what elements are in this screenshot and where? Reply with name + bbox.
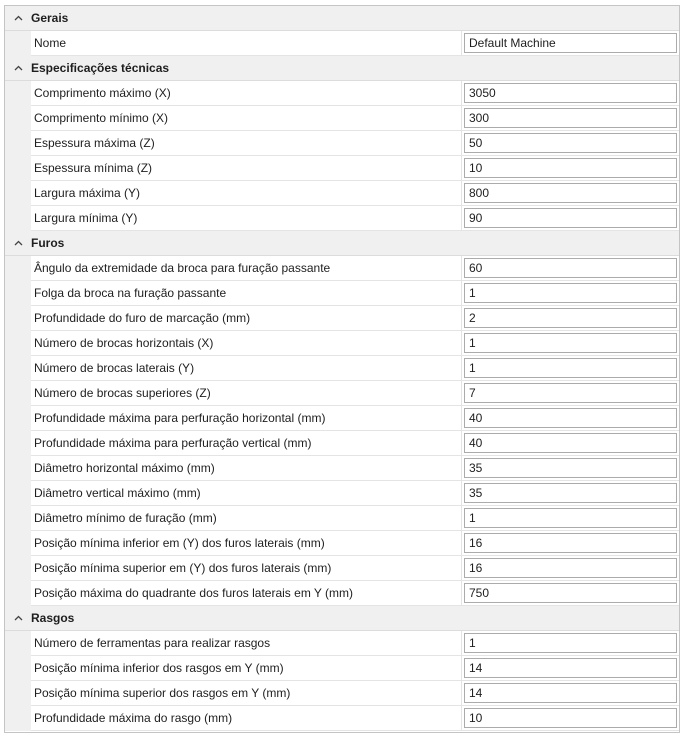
row-gutter [5,631,31,656]
property-value-cell [462,106,679,131]
property-value-cell [462,681,679,706]
category-header-furos[interactable] [5,231,679,256]
property-row [5,181,679,206]
property-value-input[interactable] [464,583,677,603]
property-row [5,106,679,131]
row-gutter [5,131,31,156]
property-value-input[interactable] [464,633,677,653]
row-gutter [5,306,31,331]
row-gutter [5,506,31,531]
property-value-input[interactable] [464,533,677,553]
property-name: Número de brocas superiores (Z) [31,381,462,406]
property-value-input[interactable] [464,408,677,428]
property-name: Profundidade máxima para perfuração horizontal (mm) [31,406,462,431]
property-name: Número de brocas horizontais (X) [31,331,462,356]
property-value-input[interactable] [464,708,677,728]
property-value-input[interactable] [464,208,677,228]
property-name: Posição mínima superior dos rasgos em Y (mm) [31,681,462,706]
property-row [5,656,679,681]
category-header-especificacoes-tecnicas[interactable] [5,56,679,81]
property-row [5,681,679,706]
property-row [5,581,679,606]
property-name: Diâmetro horizontal máximo (mm) [31,456,462,481]
property-name: Diâmetro mínimo de furação (mm) [31,506,462,531]
property-row [5,331,679,356]
category-label: Gerais [31,11,69,25]
property-value-input[interactable] [464,658,677,678]
property-value-cell [462,481,679,506]
property-value-cell [462,706,679,731]
property-value-cell [462,431,679,456]
property-value-input[interactable] [464,283,677,303]
property-value-cell [462,656,679,681]
chevron-up-icon[interactable] [5,15,31,21]
property-row [5,556,679,581]
row-gutter [5,406,31,431]
property-value-input[interactable] [464,683,677,703]
property-name: Ângulo da extremidade da broca para furação passante [31,256,462,281]
property-value-input[interactable] [464,458,677,478]
property-value-cell [462,256,679,281]
property-row [5,306,679,331]
property-row [5,631,679,656]
property-value-cell [462,181,679,206]
property-name: Largura máxima (Y) [31,181,462,206]
row-gutter [5,706,31,731]
property-row [5,81,679,106]
row-gutter [5,256,31,281]
row-gutter [5,106,31,131]
property-name: Nome [31,31,462,56]
property-value-cell [462,581,679,606]
property-name: Espessura máxima (Z) [31,131,462,156]
row-gutter [5,381,31,406]
property-row [5,31,679,56]
property-name: Profundidade do furo de marcação (mm) [31,306,462,331]
property-value-cell [462,356,679,381]
property-value-input[interactable] [464,383,677,403]
property-value-input[interactable] [464,508,677,528]
property-value-cell [462,306,679,331]
property-name: Profundidade máxima para perfuração vertical (mm) [31,431,462,456]
property-row [5,406,679,431]
chevron-up-icon[interactable] [5,240,31,246]
category-label: Furos [31,236,65,250]
property-name: Posição mínima inferior dos rasgos em Y (mm) [31,656,462,681]
property-value-cell [462,531,679,556]
property-row [5,281,679,306]
property-value-cell [462,506,679,531]
property-value-input[interactable] [464,33,677,53]
property-value-cell [462,406,679,431]
property-value-input[interactable] [464,83,677,103]
property-row [5,481,679,506]
category-header-gerais[interactable] [5,6,679,31]
property-row [5,431,679,456]
property-value-cell [462,81,679,106]
property-row [5,531,679,556]
row-gutter [5,556,31,581]
property-name: Posição mínima superior em (Y) dos furos laterais (mm) [31,556,462,581]
row-gutter [5,581,31,606]
property-row [5,256,679,281]
property-value-input[interactable] [464,333,677,353]
property-row [5,506,679,531]
row-gutter [5,81,31,106]
property-value-input[interactable] [464,133,677,153]
property-name: Número de brocas laterais (Y) [31,356,462,381]
property-value-input[interactable] [464,258,677,278]
property-row [5,456,679,481]
property-name: Folga da broca na furação passante [31,281,462,306]
property-name: Profundidade máxima do rasgo (mm) [31,706,462,731]
property-value-cell [462,31,679,56]
property-name: Largura mínima (Y) [31,206,462,231]
row-gutter [5,206,31,231]
property-value-input[interactable] [464,183,677,203]
category-label: Especificações técnicas [31,61,170,75]
property-value-input[interactable] [464,158,677,178]
property-value-cell [462,381,679,406]
property-value-cell [462,131,679,156]
property-value-input[interactable] [464,558,677,578]
property-name: Comprimento mínimo (X) [31,106,462,131]
property-value-input[interactable] [464,358,677,378]
property-value-cell [462,156,679,181]
property-grid [4,5,680,733]
row-gutter [5,356,31,381]
chevron-up-icon[interactable] [5,65,31,71]
property-row [5,206,679,231]
property-value-cell [462,331,679,356]
property-value-cell [462,631,679,656]
property-row [5,381,679,406]
property-value-cell [462,206,679,231]
property-value-cell [462,456,679,481]
row-gutter [5,156,31,181]
category-label: Rasgos [31,611,75,625]
row-gutter [5,331,31,356]
property-row [5,706,679,731]
row-gutter [5,681,31,706]
property-name: Número de ferramentas para realizar rasgos [31,631,462,656]
property-value-input[interactable] [464,433,677,453]
property-row [5,156,679,181]
category-header-rasgos[interactable] [5,606,679,631]
chevron-up-icon[interactable] [5,615,31,621]
property-name: Diâmetro vertical máximo (mm) [31,481,462,506]
row-gutter [5,431,31,456]
property-value-cell [462,281,679,306]
row-gutter [5,181,31,206]
property-value-input[interactable] [464,308,677,328]
row-gutter [5,281,31,306]
property-value-input[interactable] [464,108,677,128]
property-name: Posição mínima inferior em (Y) dos furos laterais (mm) [31,531,462,556]
row-gutter [5,531,31,556]
property-name: Espessura mínima (Z) [31,156,462,181]
row-gutter [5,31,31,56]
property-row [5,356,679,381]
row-gutter [5,656,31,681]
property-name: Posição máxima do quadrante dos furos laterais em Y (mm) [31,581,462,606]
property-name: Comprimento máximo (X) [31,81,462,106]
property-value-cell [462,556,679,581]
row-gutter [5,456,31,481]
property-value-input[interactable] [464,483,677,503]
property-row [5,131,679,156]
row-gutter [5,481,31,506]
